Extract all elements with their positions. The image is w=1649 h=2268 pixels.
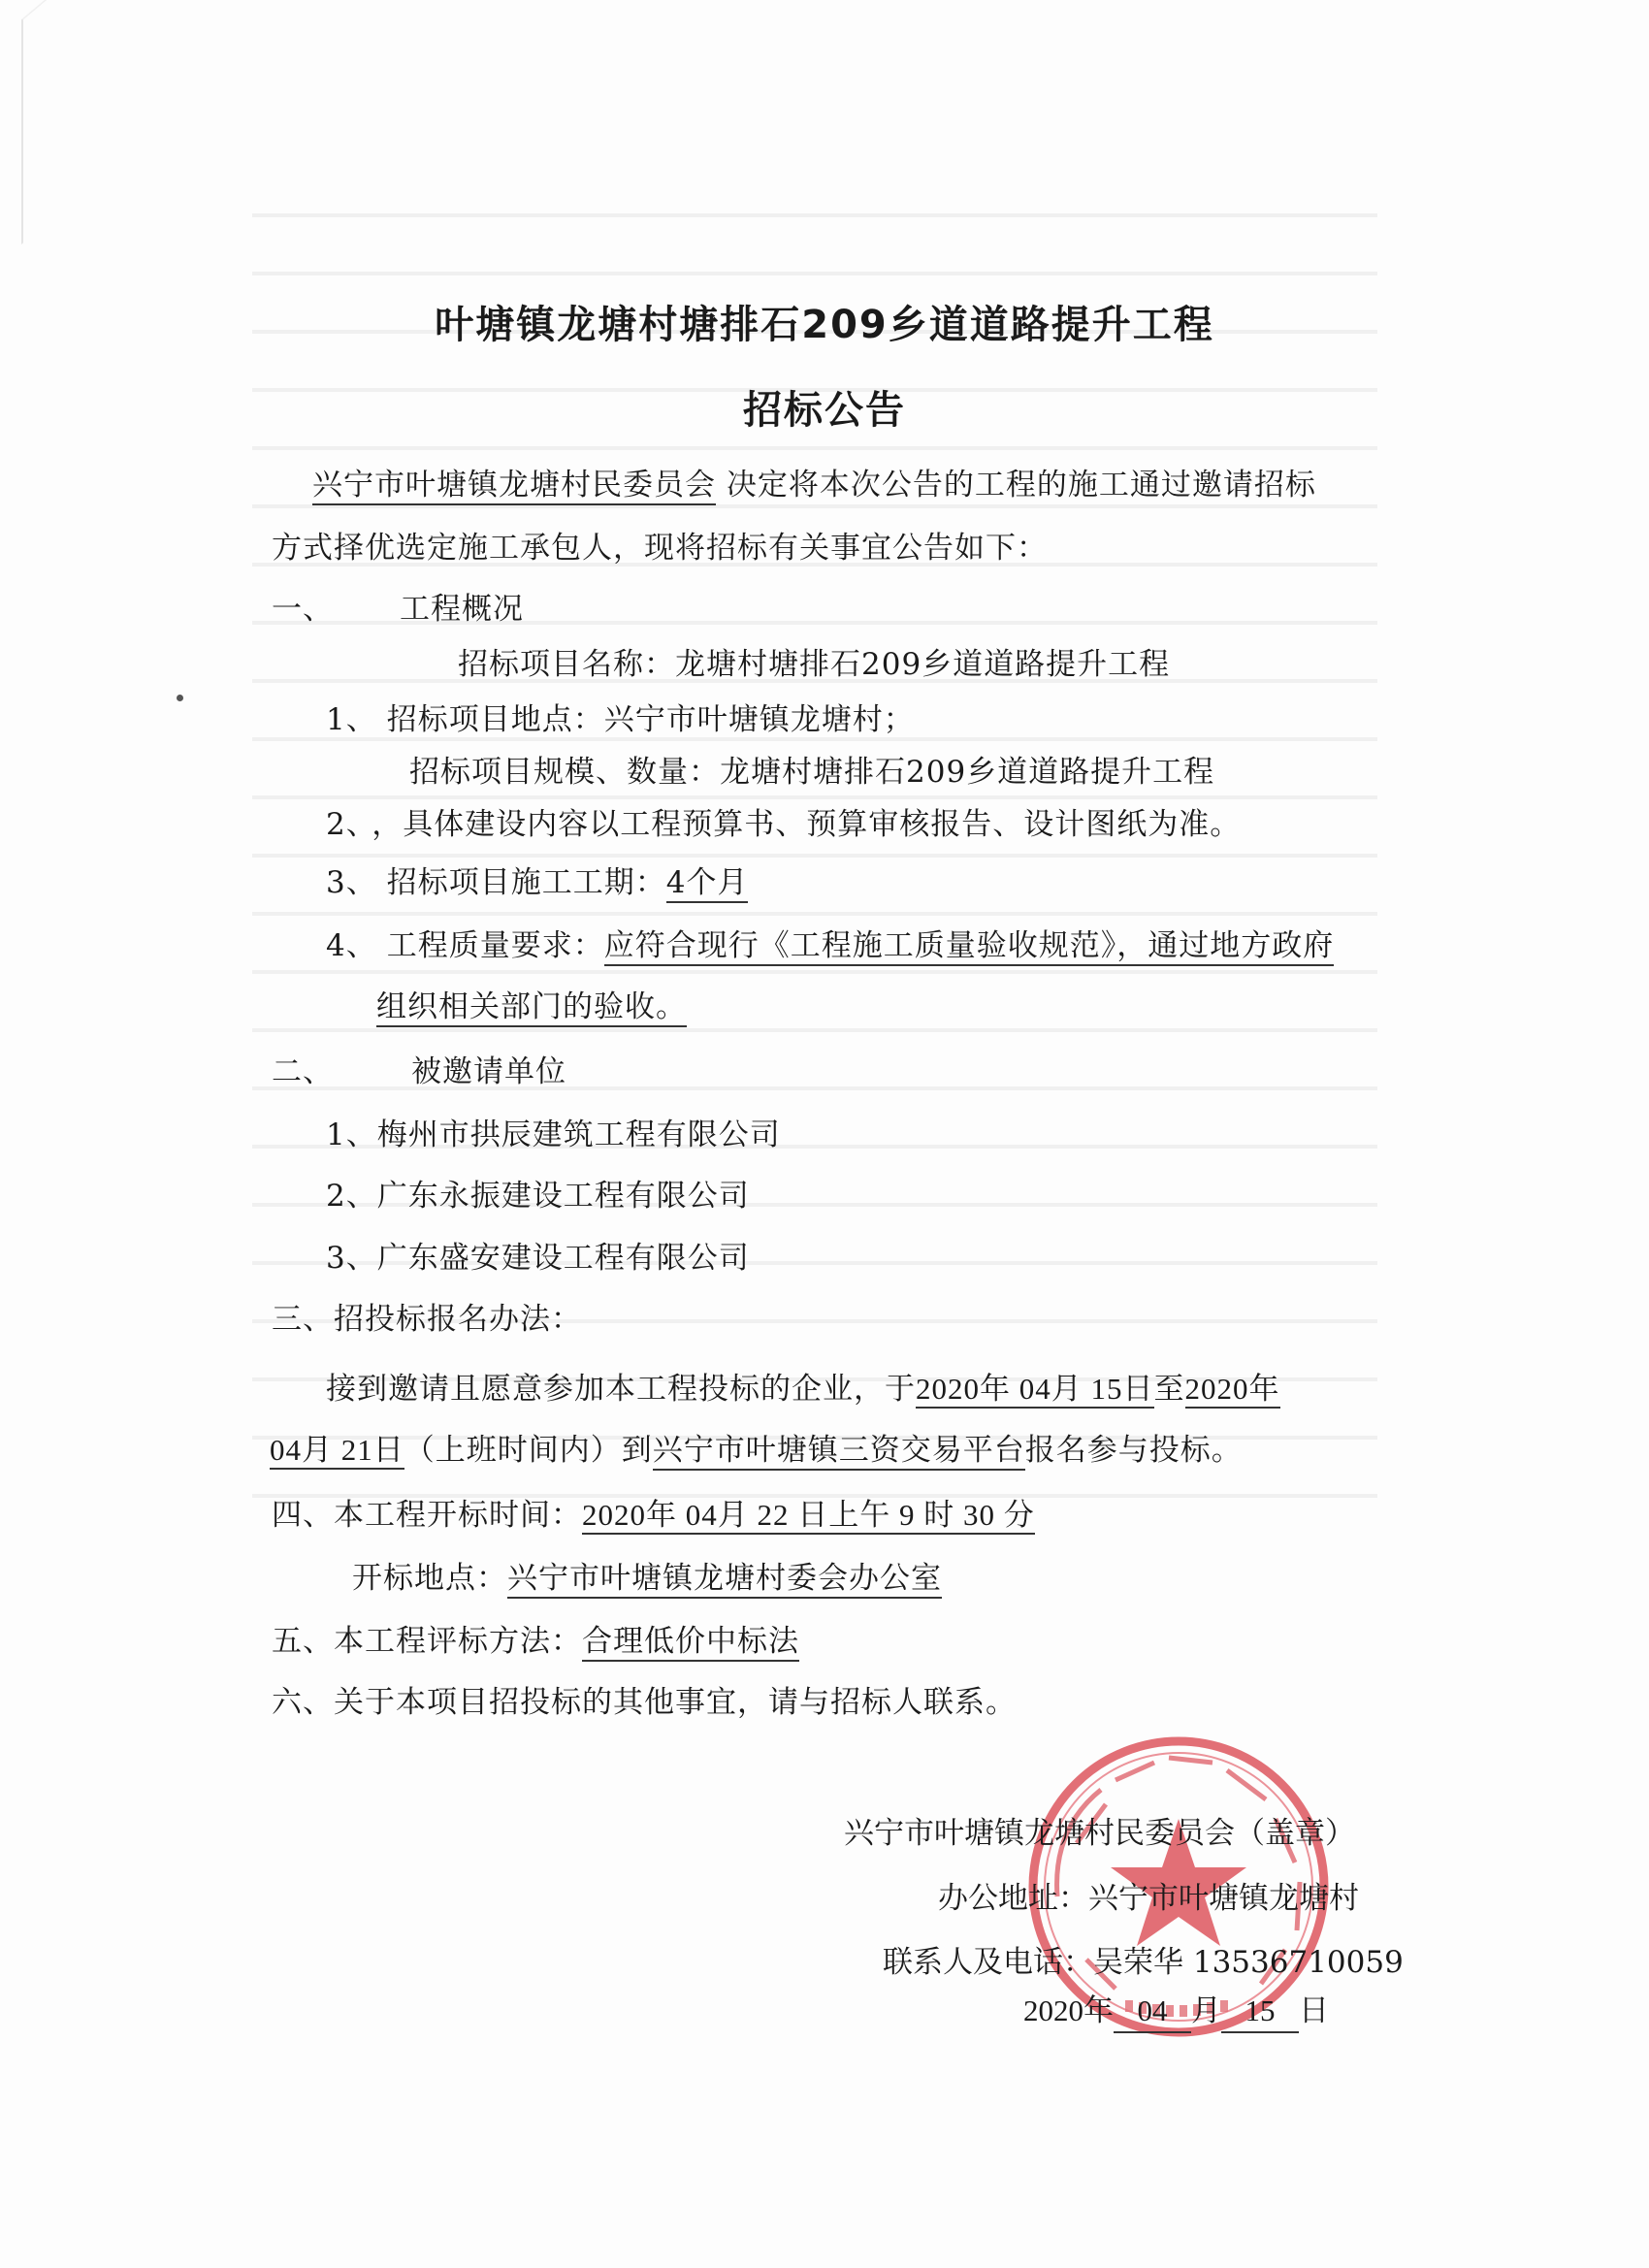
- item4: [326, 926, 1334, 965]
- bid-opening-place-label: 开标地点：: [352, 1561, 507, 1596]
- item4-label: 工程质量要求：: [386, 928, 604, 963]
- section3-heading: 三、招投标报名办法：: [272, 1302, 582, 1337]
- contact-info: 联系人及电话：吴荣华 13536710059: [883, 1945, 1404, 1980]
- trading-platform: 兴宁市叶塘镇三资交易平台: [653, 1433, 1025, 1471]
- item2-text: ，具体建设内容以工程预算书、预算审核报告、设计图纸为准。: [372, 807, 1242, 842]
- item3-number: 3、: [326, 865, 377, 900]
- intro-text-1: 决定将本次公告的工程的施工通过邀请招标: [716, 468, 1316, 502]
- project-scale: 招标项目规模、数量：龙塘村塘排石209乡道道路提升工程: [409, 755, 1215, 790]
- bid-opening-place: 兴宁市叶塘镇龙塘村委会办公室: [507, 1561, 942, 1599]
- document-subtitle: 招标公告: [743, 388, 906, 433]
- invited-company-1: 1、梅州市拱辰建筑工程有限公司: [326, 1118, 781, 1152]
- bid-opening-label: 四、本工程开标时间：: [272, 1498, 582, 1533]
- registration-text-1: 接到邀请且愿意参加本工程投标的企业，于: [326, 1372, 916, 1407]
- date-day-unit: 日: [1299, 1993, 1329, 2027]
- invited-company-2: 2、广东永振建设工程有限公司: [326, 1179, 750, 1214]
- bid-opening-time-line: [272, 1496, 1035, 1535]
- quality-requirement-2: 组织相关部门的验收。: [376, 989, 687, 1027]
- scan-speck: [177, 695, 183, 701]
- registration-text-4: 报名参与投标。: [1024, 1433, 1243, 1468]
- item2: [326, 805, 1241, 844]
- evaluation-method-line: [272, 1622, 799, 1661]
- registration-end-year: 2020年: [1185, 1372, 1280, 1409]
- scan-edge-shadow: [21, 0, 246, 244]
- intro-line-2: 方式择优选定施工承包人，现将招标有关事宜公告如下：: [272, 531, 1048, 566]
- item3-label: 招标项目施工工期：: [386, 865, 666, 900]
- date-year: 2020年: [1023, 1993, 1114, 2027]
- item4-number: 4、: [326, 928, 377, 963]
- bid-opening-place-line: [352, 1559, 942, 1598]
- section1-heading: [272, 590, 524, 629]
- registration-text-3: （上班时间内）到: [404, 1433, 653, 1468]
- item2-number: 2、: [326, 807, 363, 842]
- date-month-unit: 月: [1191, 1993, 1221, 2027]
- signing-organization: 兴宁市叶塘镇龙塘村民委员会（盖章）: [844, 1816, 1355, 1851]
- item1-number: 1、: [326, 702, 377, 737]
- signing-date: [1023, 1992, 1329, 2033]
- project-name: 招标项目名称：龙塘村塘排石209乡道道路提升工程: [458, 647, 1171, 682]
- section1-title: 工程概况: [400, 592, 524, 627]
- date-month: 04: [1114, 1992, 1191, 2033]
- item1: [326, 700, 915, 739]
- document-title: 叶塘镇龙塘村塘排石209乡道道路提升工程: [435, 303, 1214, 347]
- registration-line-1: [326, 1370, 1280, 1409]
- item1-text: 招标项目地点：兴宁市叶塘镇龙塘村；: [386, 702, 915, 737]
- issuer-name: 兴宁市叶塘镇龙塘村民委员会: [312, 468, 716, 505]
- section2-heading: [272, 1053, 566, 1091]
- registration-start-date: 2020年 04月 15日: [916, 1372, 1154, 1409]
- bid-opening-time: 2020年 04月 22 日上午 9 时 30 分: [582, 1498, 1035, 1535]
- quality-requirement-1: 应符合现行《工程施工质量验收规范》，通过地方政府: [604, 928, 1335, 966]
- invited-company-3: 3、广东盛安建设工程有限公司: [326, 1241, 750, 1276]
- construction-period: 4个月: [666, 865, 749, 903]
- evaluation-method-label: 五、本工程评标方法：: [272, 1624, 582, 1659]
- office-address: 办公地址：兴宁市叶塘镇龙塘村: [938, 1881, 1359, 1916]
- section1-number: 一、: [272, 592, 334, 627]
- section2-title: 被邀请单位: [411, 1054, 566, 1089]
- item3: [326, 863, 748, 902]
- section2-number: 二、: [272, 1054, 334, 1089]
- other-matters: 六、关于本项目招投标的其他事宜，请与招标人联系。: [272, 1685, 1017, 1720]
- registration-end-date: 04月 21日: [270, 1433, 404, 1470]
- item4-continued: [376, 988, 687, 1026]
- evaluation-method: 合理低价中标法: [582, 1624, 799, 1662]
- intro-line-1: [312, 466, 1316, 504]
- registration-line-2: [270, 1431, 1243, 1470]
- date-day: 15: [1221, 1992, 1299, 2033]
- registration-text-2: 至: [1153, 1372, 1185, 1407]
